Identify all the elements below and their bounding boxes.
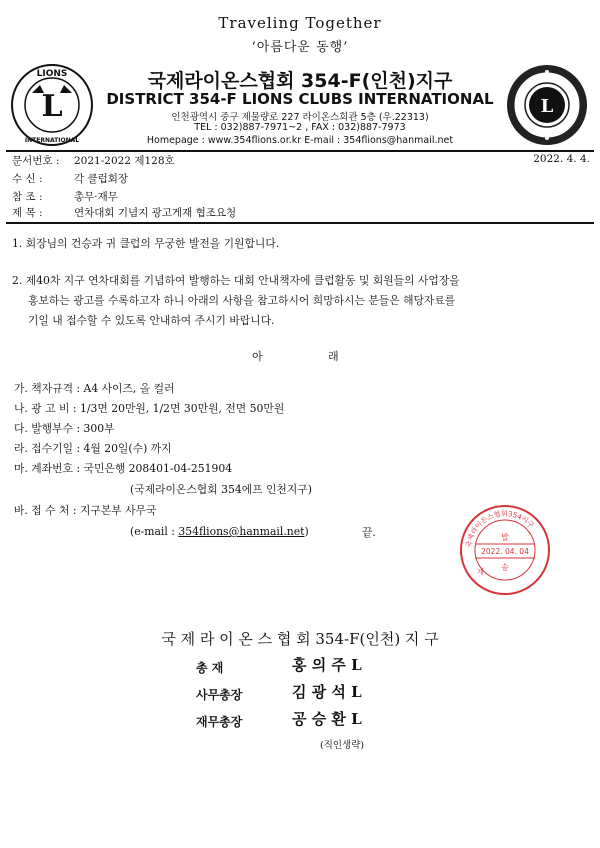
signer-title: 사무총장 xyxy=(196,688,243,702)
recipient-row xyxy=(12,171,128,186)
subject-row xyxy=(12,205,236,220)
paragraph-2-line-1: 2. 제40차 지구 연차대회를 기념하여 발행하는 대회 안내책자에 클럽활동 및 회원들의 사업장을 xyxy=(12,274,460,287)
list-item: 나. 광 고 비 : 1/3면 20만원, 1/2면 30만원, 전면 50만원 xyxy=(14,402,285,415)
org-address: 인천광역시 중구 제물량로 227 라이온스회관 5층 (우.22313) xyxy=(171,112,429,123)
contact-email-link[interactable]: 354flions@hanmail.net xyxy=(178,525,305,538)
org-web-email: Homepage : www.354flions.or.kr E-mail : 354flions@hanmail.net xyxy=(146,135,454,146)
org-name-ko: 국제라이온스협회 354-F(인천)지구 xyxy=(147,70,453,92)
signature-org: 국 제 라 이 온 스 협 회 354-F(인천) 지 구 xyxy=(161,630,439,648)
end-mark: 끝. xyxy=(362,526,376,539)
seal-omitted-note: (직인생략) xyxy=(320,740,365,751)
doc-number: 2021-2022 제128호 xyxy=(74,155,175,167)
list-item-continued: (국제라이온스협회 354에프 인천지구) xyxy=(130,483,312,496)
paragraph-2-line-2: 홍보하는 광고를 수록하고자 하니 아래의 사항을 참고하시어 희망하시는 분들은 해당자료를 xyxy=(28,294,456,307)
signer-name: 홍 의 주 L xyxy=(292,656,362,674)
signer-name: 김 광 석 L xyxy=(292,683,362,701)
motto-ko: ‘아름다운 동행’ xyxy=(251,40,349,55)
stamp-bottom-word: 송 xyxy=(501,563,509,572)
dispatch-stamp xyxy=(457,502,553,598)
stamp-top-word: 발 xyxy=(501,533,509,542)
paragraph-1: 1. 회장님의 건승과 귀 클럽의 무궁한 발전을 기원합니다. xyxy=(12,237,280,250)
list-item: 가. 책자규격 : A4 사이즈, 올 컬러 xyxy=(14,382,175,395)
list-item: 바. 접 수 처 : 지구본부 사무국 xyxy=(14,504,157,517)
motto-en: Traveling Together xyxy=(218,14,382,32)
paragraph-2-line-3: 기일 내 접수할 수 있도록 안내하여 주시기 바랍니다. xyxy=(28,314,275,327)
subject-label: 제 목 : xyxy=(12,207,43,219)
logo-left-subtext: INTERNATIONAL xyxy=(24,137,80,144)
org-name-en: DISTRICT 354-F LIONS CLUBS INTERNATIONAL xyxy=(106,90,494,108)
meta-rule xyxy=(6,222,594,224)
stamp-date: 2022. 04. 04 xyxy=(481,547,529,556)
below-heading-a: 아 xyxy=(252,350,263,363)
signer-name: 공 승 환 L xyxy=(292,710,362,728)
signer-title: 총 재 xyxy=(196,661,224,675)
email-line: (e-mail : 354flions@hanmail.net) xyxy=(130,525,309,538)
reference: 총무·재무 xyxy=(74,191,118,203)
doc-number-label: 문서번호 : xyxy=(12,155,60,167)
stamp-extra-word: 계 xyxy=(477,568,484,576)
org-phone-fax: TEL : 032)887-7971~2 , FAX : 032)887-7973 xyxy=(194,122,406,133)
svg-text:L: L xyxy=(540,96,554,117)
doc-date: 2022. 4. 4. xyxy=(533,153,590,165)
reference-row xyxy=(12,189,118,204)
recipient-label: 수 신 : xyxy=(12,173,43,185)
svg-text:L: L xyxy=(41,89,63,124)
doc-number-row xyxy=(12,153,452,168)
list-item: 라. 접수기일 : 4월 20일(수) 까지 xyxy=(14,442,172,455)
header-rule xyxy=(6,150,594,152)
signer-title: 재무총장 xyxy=(196,715,243,729)
list-item: 마. 계좌번호 : 국민은행 208401-04-251904 xyxy=(14,462,233,475)
reference-label: 참 조 : xyxy=(12,191,43,203)
subject: 연차대회 기념지 광고게재 협조요청 xyxy=(74,207,237,219)
below-heading-b: 래 xyxy=(328,350,339,363)
logo-left-text: LIONS xyxy=(36,69,68,79)
stamp-ring-text: 국제라이온스협회354지구 xyxy=(464,509,536,549)
list-item: 다. 발행부수 : 300부 xyxy=(14,422,115,435)
recipient: 각 클럽회장 xyxy=(74,173,129,185)
